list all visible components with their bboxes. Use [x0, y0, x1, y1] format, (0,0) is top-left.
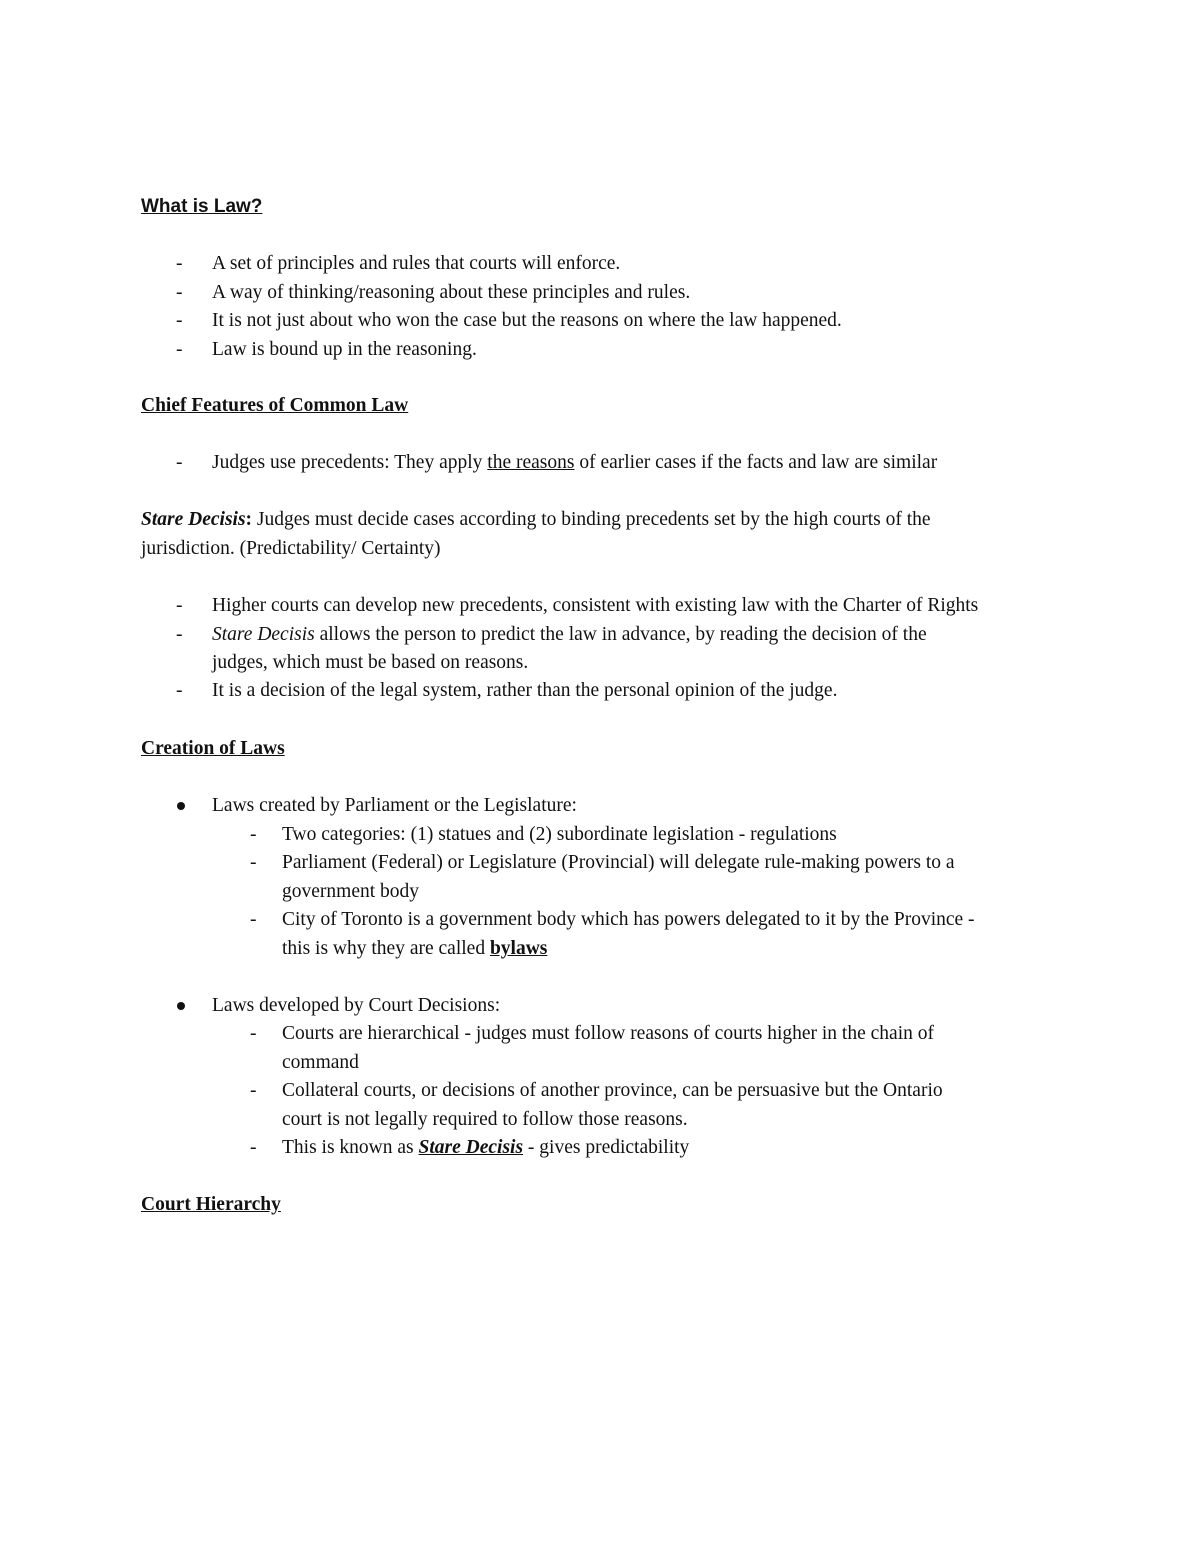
sub-list-item: Parliament (Federal) or Legislature (Provincial) will delegate rule-making powers to a	[282, 852, 955, 873]
list-item: It is not just about who won the case but the reasons on where the law happened.	[212, 310, 842, 331]
list-item-continuation: judges, which must be based on reasons.	[212, 652, 529, 673]
list-item: A way of thinking/reasoning about these principles and rules.	[212, 282, 691, 303]
chief-item-before: Judges use precedents: They apply	[212, 452, 488, 473]
sub-list-item-continuation: command	[282, 1052, 359, 1073]
bullet-icon	[177, 802, 185, 810]
stare-decisis-term-italic: Stare Decisis	[212, 624, 315, 645]
sub-list-item: City of Toronto is a government body which has powers delegated to it by the Province -	[282, 909, 975, 930]
list-dash: -	[176, 339, 183, 360]
stare-decisis-colon: :	[245, 509, 253, 530]
stare-decisis-paragraph-line2: jurisdiction. (Predictability/ Certainty)	[141, 538, 441, 559]
sub-list-item-continuation: court is not legally required to follow those reasons.	[282, 1109, 688, 1130]
list-item: Laws developed by Court Decisions:	[212, 995, 501, 1016]
sub-list-item: Two categories: (1) statues and (2) subordinate legislation - regulations	[282, 824, 837, 845]
list-dash: -	[250, 1137, 257, 1158]
list-dash: -	[176, 253, 183, 274]
chief-item-underlined: the reasons	[487, 452, 575, 473]
list-item: Law is bound up in the reasoning.	[212, 339, 477, 360]
sub-list-item: Collateral courts, or decisions of another province, can be persuasive but the Ontario	[282, 1080, 943, 1101]
list-item	[212, 449, 937, 478]
list-item: Higher courts can develop new precedents, consistent with existing law with the Charter of Rights	[212, 595, 979, 616]
list-item: Laws created by Parliament or the Legislature:	[212, 795, 577, 816]
list-dash: -	[176, 624, 183, 645]
heading-court-hierarchy: Court Hierarchy	[141, 1194, 281, 1215]
list-dash: -	[250, 1023, 257, 1044]
list-dash: -	[250, 909, 257, 930]
heading-what-is-law: What is Law?	[141, 196, 263, 217]
list-dash: -	[176, 680, 183, 701]
list-dash: -	[250, 852, 257, 873]
stare-decisis-paragraph-line1	[141, 506, 931, 535]
stare-decisis-term: Stare Decisis	[141, 509, 246, 530]
known-as-tail: - gives predictability	[523, 1137, 690, 1158]
list-item-text: allows the person to predict the law in advance, by reading the decision of the	[314, 624, 927, 645]
list-dash: -	[176, 595, 183, 616]
list-dash: -	[176, 310, 183, 331]
sub-list-item-continuation: government body	[282, 881, 420, 902]
list-dash: -	[176, 452, 183, 473]
known-as-lead: This is known as	[282, 1137, 419, 1158]
bylaws-term: bylaws	[489, 938, 548, 959]
list-dash: -	[250, 824, 257, 845]
list-dash: -	[250, 1080, 257, 1101]
stare-decisis-text: Judges must decide cases according to binding precedents set by the high courts of the	[252, 509, 931, 530]
heading-chief-features: Chief Features of Common Law	[141, 395, 409, 416]
stare-decisis-term-bold: Stare Decisis	[418, 1137, 524, 1158]
list-item: A set of principles and rules that courts will enforce.	[212, 253, 621, 274]
list-dash: -	[176, 282, 183, 303]
chief-item-after: of earlier cases if the facts and law are similar	[574, 452, 938, 473]
bylaws-lead: this is why they are called	[282, 938, 490, 959]
sub-list-item: Courts are hierarchical - judges must follow reasons of courts higher in the chain of	[282, 1023, 934, 1044]
bullet-icon	[177, 1002, 185, 1010]
heading-creation-of-laws: Creation of Laws	[141, 738, 285, 759]
sub-list-item	[282, 1134, 689, 1163]
sub-list-item-continuation	[282, 935, 547, 964]
list-item: It is a decision of the legal system, rather than the personal opinion of the judge.	[212, 680, 838, 701]
list-item	[212, 621, 927, 650]
